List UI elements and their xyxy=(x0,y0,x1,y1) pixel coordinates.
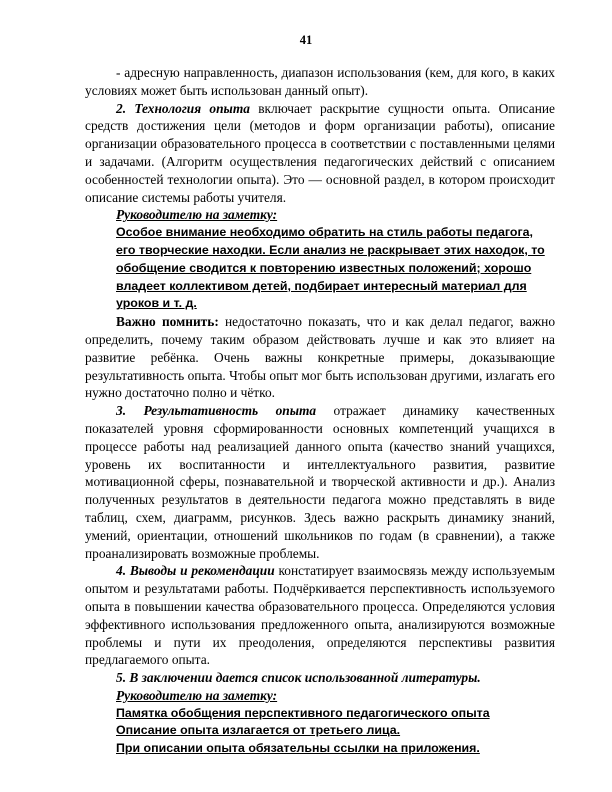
note-heading-1: Руководителю на заметку: xyxy=(116,207,278,223)
section-title-technology: 2. Технология опыта xyxy=(116,100,250,116)
paragraph-targeting: - адресную направленность, диапазон использования (кем, для кого, в каких условиях может быть использован данный опыт). xyxy=(85,65,555,98)
note-line-1 xyxy=(85,705,555,723)
note-text-1-content: Особое внимание необходимо обратить на стиль работы педагога, его творческие находки. Если анализ не раскрывает этих находок, то обобщение сводится к повторению известных положений; хорошо владеет коллективом детей, подбирает интересный материал для уроков и т. д. xyxy=(116,225,545,311)
section-text-conclusions: констатирует взаимосвязь между используемым опытом и результатами работы. Подчёркивается перспективность используемого опыта в повышении качества образовательного процесса. Определяются условия эффективного использования предложенного опыта, анализируются возможные проблемы и пути их преодоления, определяются перспективы развития предлагаемого опыта. xyxy=(85,563,555,668)
note-text-1 xyxy=(85,224,555,313)
paragraph-important xyxy=(85,313,555,402)
paragraph-technology xyxy=(85,100,555,207)
page-number: 41 xyxy=(299,33,313,47)
paragraph-results xyxy=(85,402,555,562)
note-line-3-text: При описании опыта обязательны ссылки на приложения. xyxy=(116,741,480,756)
note-line-1-text: Памятка обобщения перспективного педагогического опыта xyxy=(116,705,490,720)
important-title: Важно помнить: xyxy=(116,314,219,330)
section-title-results: 3. Результативность опыта xyxy=(116,403,317,419)
note-heading-2: Руководителю на заметку: xyxy=(116,687,278,703)
note-line-2-text: Описание опыта излагается от третьего лица. xyxy=(116,723,401,738)
important-text: недостаточно показать, что и как делал педагог, важно определить, почему таким образом действовать лучше и как это влияет на развитие ребёнка. Очень важны конкретные примеры, доказывающие результативность опыта. Чтобы опыт мог быть использован другими, излагать его нужно достаточно полно и чётко. xyxy=(85,314,556,401)
note-line-3 xyxy=(85,740,555,758)
section-title-conclusions: 4. Выводы и рекомендации xyxy=(116,563,275,579)
section-text-results: отражает динамику качественных показателей уровня сформированности основных компетенций учащихся в процессе работы над реализацией данного опыта (качество знаний учащихся, уровень их воспитанности и интеллектуального развития, развитие мотивационной сферы, познавательной и творческой активности и др.). Анализ полученных результатов в деятельности педагога можно представлять в виде таблиц, схем, диаграмм, рисунков. Здесь важно раскрыть динамику знаний, умений, ориентации, отношений школьников по годам (в сравнении), а также проанализировать возможные проблемы. xyxy=(85,403,555,561)
paragraph-conclusions xyxy=(85,562,555,669)
section-text-technology: включает раскрытие сущности опыта. Описание средств достижения цели (методов и форм организации работы), описание организации образовательного процесса в соответствии с поставленными целями и задачами. (Алгоритм осуществления педагогических действий с описанием особенностей технологии опыта). Это — основной раздел, в котором происходит описание системы работы учителя. xyxy=(85,100,555,205)
document-body xyxy=(85,64,555,758)
note-line-2 xyxy=(85,722,555,740)
paragraph-literature: 5. В заключении дается список использованной литературы. xyxy=(116,670,481,686)
